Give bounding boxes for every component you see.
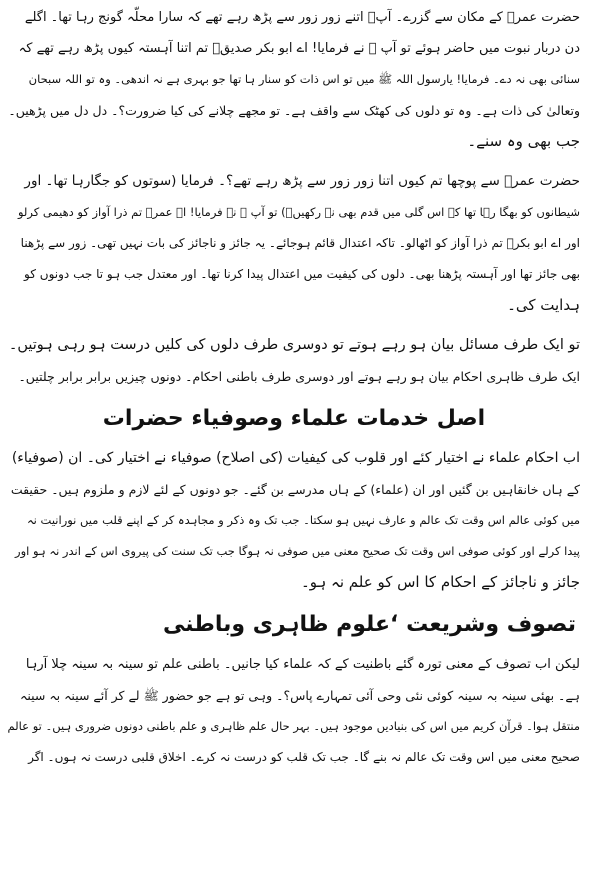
paragraph: [8, 330, 580, 392]
text-line: حضرت عمرؓ سے پوچھا تم کیوں اتنا زور زور سے پڑھ رہے تھے؟۔ فرمایا (سوتوں کو جگارہا تھا۔ اور: [24, 173, 580, 189]
text-line: تو ایک طرف مسائل بیان ہو رہے ہوتے تو دوسری طرف دلوں کی کلیں درست ہو رہی ہوتیں۔: [8, 337, 580, 353]
text-line: ہے۔ بھئی سینہ بہ سینہ کوئی نئی وحی آئی تمہارے پاس؟۔ وہی تو ہے جو حضور ﷺ لے کر آئے سینہ بہ سینہ: [20, 688, 580, 703]
text-line: صحیح معنی میں اس وقت تک عالم نہ بنے گا۔ جب تک قلب کو درست نہ کرے۔ اخلاق قلبی درست نہ ہوں۔ اگر: [28, 750, 580, 764]
text-line: جائز و ناجائز کے احکام کا اس کو علم نہ ہو۔: [300, 573, 580, 591]
text-line: لیکن اب تصوف کے معنی تورہ گئے باطنیت کے کہ علماء کیا جانیں۔ باطنی علم تو سینہ بہ سینہ چلا آرہا: [25, 657, 580, 672]
text-line: جب بھی وہ سنے۔: [467, 132, 580, 150]
text-line: دن دربار نبوت میں حاضر ہوئے تو آپ ﷺ نے فرمایا! اے ابو بکر صدیقؓ تم اتنا آہستہ کیوں پڑھ رہے تھے کہ: [18, 41, 580, 56]
text-line: منتقل ہوا۔ قرآن کریم میں اس کی بنیادیں موجود ہیں۔ بہر حال علم ظاہری و علم باطنی دونوں ضروری ہیں۔ تو عالم: [8, 719, 580, 733]
text-line: وتعالیٰ کی ذات ہے۔ وہ تو دلوں کی کھٹک سے واقف ہے۔ تو مجھے چلانے کی کیا ضرورت؟۔ دل دل میں پڑھیں۔: [8, 103, 580, 118]
text-line: پیدا کرلے اور کوئی صوفی اس وقت تک صحیح معنی میں صوفی نہ ہوگا جب تک سنت کی پیروی اس کے اندر نہ ہو اور: [15, 544, 580, 558]
paragraph: [8, 443, 580, 598]
text-line: کے ہاں خانقاہیں بن گئیں اور ان (علماء) کے ہاں مدرسے بن گئے۔ جو دونوں کے لئے لازم و ملزوم ہیں۔ حقیقت: [10, 482, 580, 497]
text-line: اب احکام علماء نے اختیار کئے اور قلوب کی کیفیات (کی اصلاح) صوفیاء نے اختیار کی۔ ان (صوفیاء): [11, 450, 580, 466]
text-line: میں کوئی عالم اس وقت تک عالم و عارف نہیں ہو سکتا۔ جب تک وہ ذکر و مجاہدہ کر کے اپنے قلب میں نورانیت نہ: [26, 513, 580, 527]
text-line: حضرت عمرؓ کے مکان سے گزرے۔ آپؓ اتنے زور زور سے پڑھ رہے تھے کہ سارا محلّہ گونج رہا تھا۔ اگلے: [24, 10, 580, 25]
text-line: شیطانوں کو بھگا رہا تھا کہ اس گلی میں قدم بھی نہ رکھیں۔) تو آپ ﷺ نے فرمایا! اے عمرؓ تم ذرا آواز کو دھیمی کرلو: [17, 205, 580, 219]
text-line: ایک طرف ظاہری احکام بیان ہو رہے ہوتے اور دوسری طرف باطنی احکام۔ دونوں چیزیں برابر برابر چلتیں۔: [18, 369, 580, 384]
paragraph: [8, 649, 580, 773]
section-heading: تصوف وشریعت ‘علوم ظاہری وباطنی: [162, 612, 576, 637]
paragraph: [8, 2, 580, 157]
text-line: سنائی بھی نہ دے۔ فرمایا! یارسول اللہ ﷺ میں تو اس ذات کو سنار ہا تھا جو بہری ہے نہ اندھی۔ وہ تو اللہ سبحان: [28, 72, 580, 86]
paragraph: [8, 166, 580, 321]
text-line: ہدایت کی۔: [507, 296, 580, 314]
text-line: اور اے ابو بکرؓ تم ذرا آواز کو اٹھالو۔ تاکہ اعتدال قائم ہوجائے۔ یہ جائز و ناجائز کی بات نہیں تھی۔ زور سے پڑھنا: [20, 236, 580, 250]
section-heading: اصل خدمات علماء وصوفیاء حضرات: [102, 406, 486, 431]
text-line: بھی جائز تھا اور آہستہ پڑھنا بھی۔ دلوں کی کیفیت میں اعتدال پیدا کرنا تھا۔ اور معتدل جب ہو تا جب دونوں کو: [24, 267, 580, 281]
